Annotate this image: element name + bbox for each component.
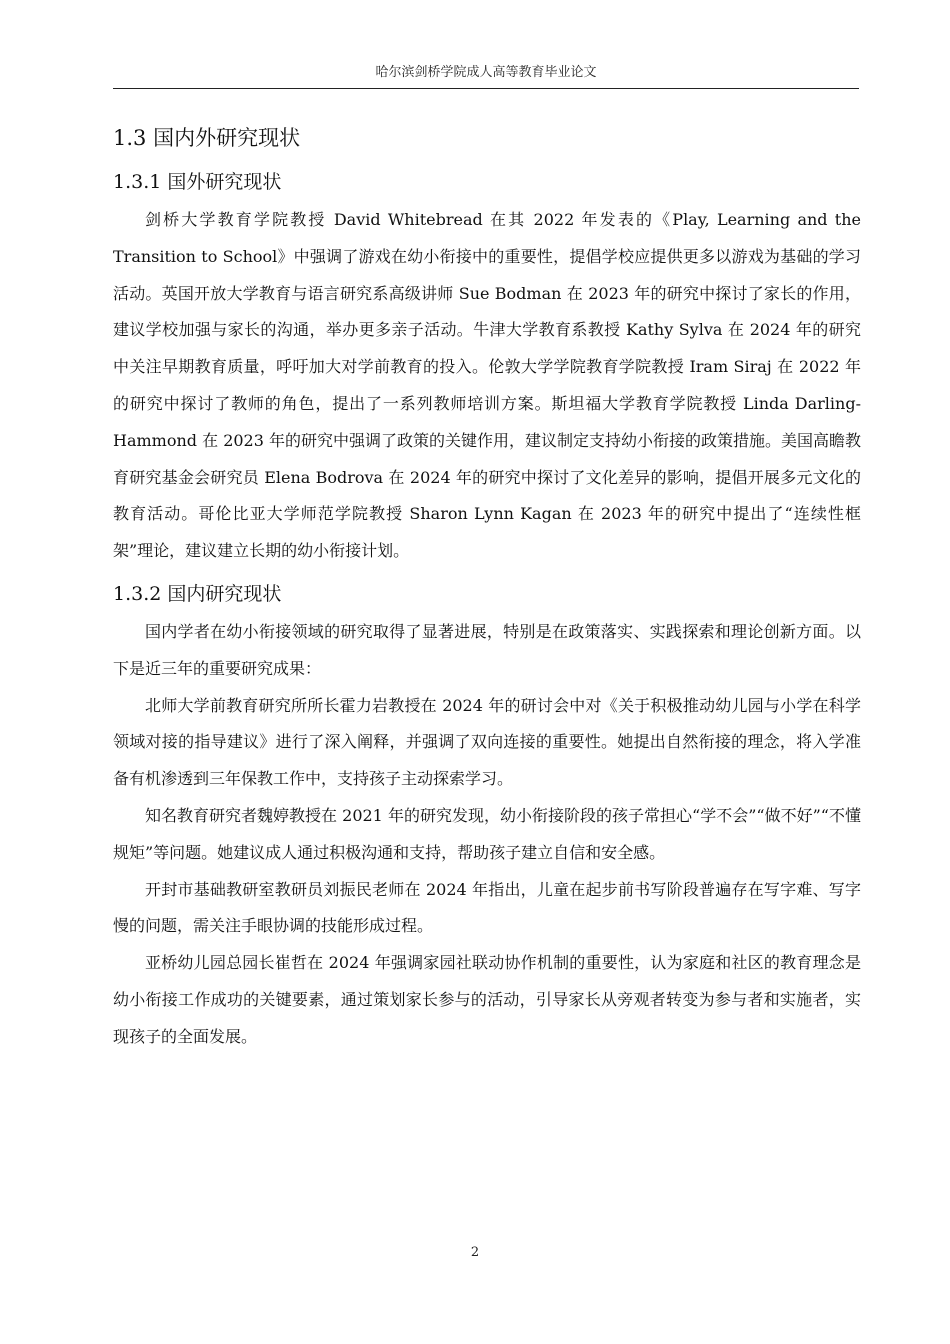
subsection-title-foreign: 1.3.1 国外研究现状	[113, 171, 282, 193]
page-header	[113, 62, 859, 89]
paragraph: 剑桥大学教育学院教授 David Whitebread 在其 2022 年发表的《Play, Learning and the Transition to School》中强调了游戏在幼小衔接中的重要性，提倡学校应提供更多以游戏为基础的学习活动。英国开放大学教育与语言研究系高级讲师 Sue Bodman 在 2023 年的研究中探讨了家长的作用，建议学校加强与家长的沟通，举办更多亲子活动。牛津大学教育系教授 Kathy Sylva 在 2024 年的研究中关注早期教育质量，呼吁加大对学前教育的投入。伦敦大学学院教育学院教授 Iram Siraj 在 2022 年的研究中探讨了教师的角色，提出了一系列教师培训方案。斯坦福大学教育学院教授 Linda Darling-Hammond 在 2023 年的研究中强调了政策的关键作用，建议制定支持幼小衔接的政策措施。美国高瞻教育研究基金会研究员 Elena Bodrova 在 2024 年的研究中探讨了文化差异的影响，提倡开展多元文化的教育活动。哥伦比亚大学师范学院教授 Sharon Lynn Kagan 在 2023 年的研究中提出了“连续性框架”理论，建议建立长期的幼小衔接计划。	[113, 210, 861, 561]
subsection-title-domestic: 1.3.2 国内研究现状	[113, 582, 282, 605]
paragraph: 亚桥幼儿园总园长崔哲在 2024 年强调家园社联动协作机制的重要性，认为家庭和社区的教育理念是幼小衔接工作成功的关键要素，通过策划家长参与的活动，引导家长从旁观者转变为参与者和实施者，实现孩子的全面发展。	[113, 953, 861, 1046]
page-body	[113, 118, 861, 1056]
paragraph: 国内学者在幼小衔接领域的研究取得了显著进展，特别是在政策落实、实践探索和理论创新方面。以下是近三年的重要研究成果：	[113, 621, 861, 678]
paragraph: 知名教育研究者魏婷教授在 2021 年的研究发现，幼小衔接阶段的孩子常担心“学不会”“做不好”“不懂规矩”等问题。她建议成人通过积极沟通和支持，帮助孩子建立自信和安全感。	[113, 805, 861, 862]
paragraph: 开封市基础教研室教研员刘振民老师在 2024 年指出，儿童在起步前书写阶段普遍存在写字难、写字慢的问题，需关注手眼协调的技能形成过程。	[113, 879, 861, 936]
paragraph: 北师大学前教育研究所所长霍力岩教授在 2024 年的研讨会中对《关于积极推动幼儿园与小学在科学领域对接的指导建议》进行了深入阐释，并强调了双向连接的重要性。她提出自然衔接的理念，将入学准备有机渗透到三年保教工作中，支持孩子主动探索学习。	[113, 695, 861, 789]
page-number: 2	[470, 1245, 480, 1260]
section-title: 1.3 国内外研究现状	[113, 126, 301, 150]
header-title: 哈尔滨剑桥学院成人高等教育毕业论文	[375, 65, 597, 80]
